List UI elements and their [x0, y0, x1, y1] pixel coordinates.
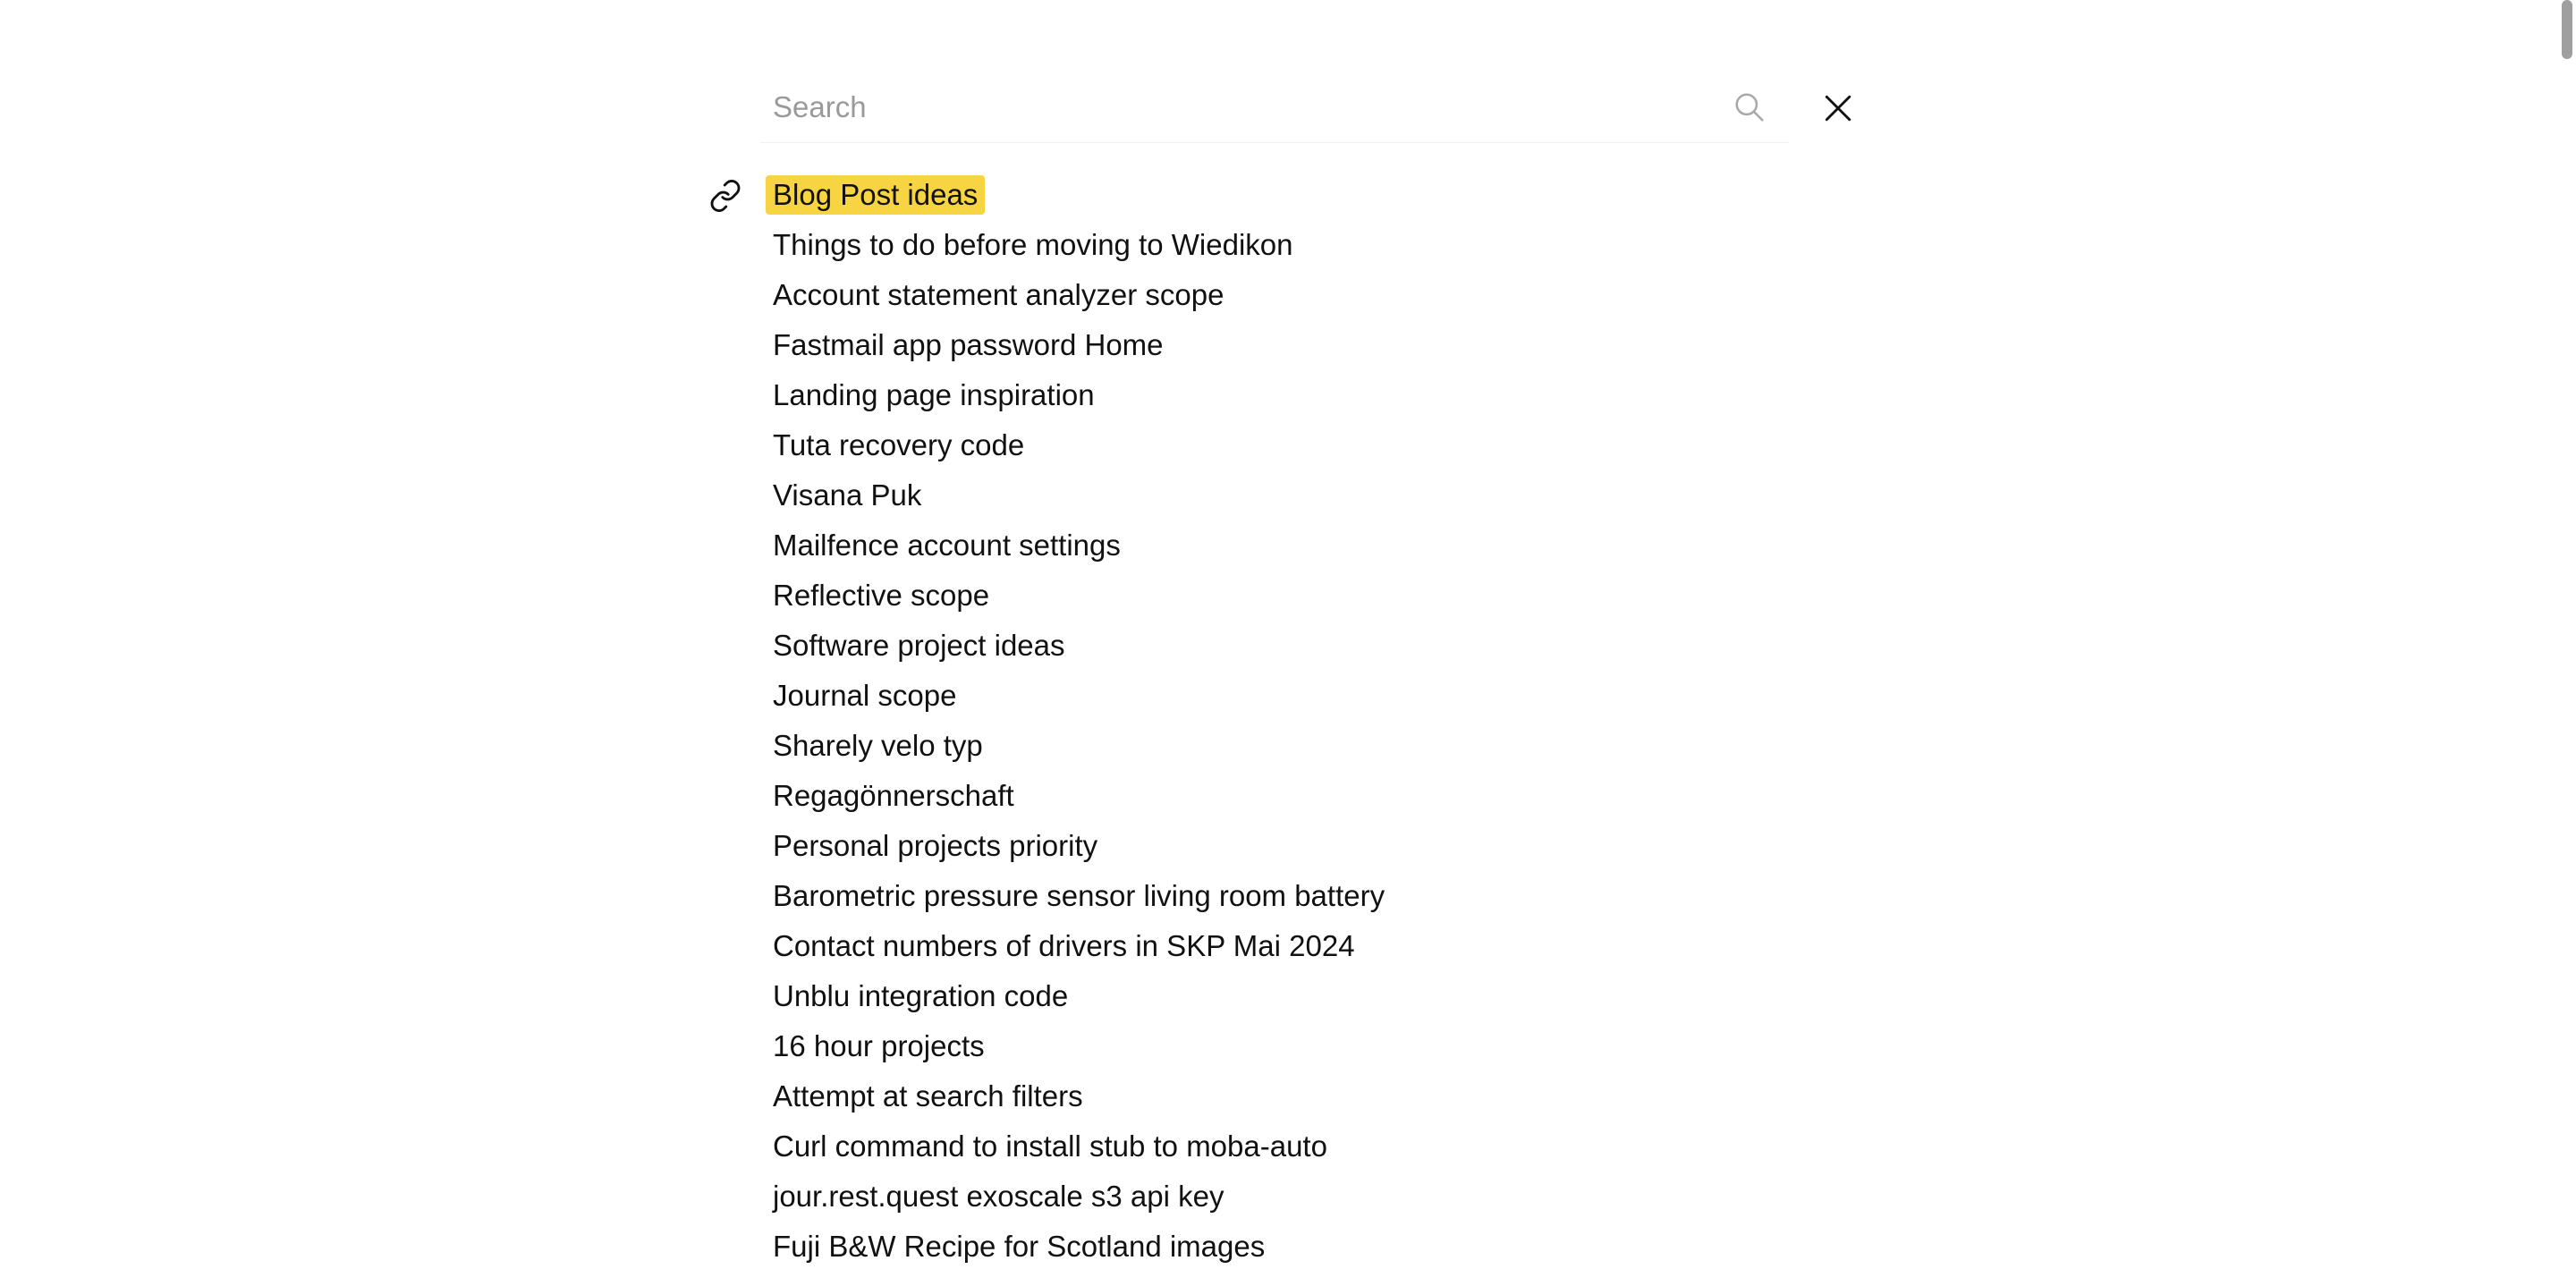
list-item-label: Personal projects priority	[773, 829, 1098, 862]
list-item-label: Visana Puk	[773, 478, 922, 512]
list-item-label: Regagönnerschaft	[773, 779, 1014, 812]
list-item[interactable]	[766, 771, 1928, 821]
search-icon[interactable]	[1730, 88, 1769, 127]
list-item-label: 16 hour projects	[773, 1029, 985, 1062]
list-item-label: Attempt at search filters	[773, 1079, 1083, 1113]
list-item[interactable]	[766, 320, 1928, 370]
list-item[interactable]	[766, 821, 1928, 871]
list-item-label: Sharely velo typ	[773, 729, 983, 762]
list-item[interactable]	[766, 370, 1928, 420]
list-item[interactable]	[766, 671, 1928, 721]
scrollbar-thumb[interactable]	[2562, 0, 2572, 59]
close-button[interactable]	[1816, 86, 1860, 131]
list-item-label: Things to do before moving to Wiedikon	[773, 228, 1293, 261]
list-item-label: Mailfence account settings	[773, 529, 1121, 562]
close-icon	[1823, 93, 1853, 123]
list-item-label: Curl command to install stub to moba-auto	[773, 1129, 1327, 1163]
list-item[interactable]	[766, 971, 1928, 1021]
search-bar	[760, 72, 1789, 143]
list-item-label: Blog Post ideas	[766, 175, 985, 215]
list-item[interactable]	[766, 520, 1928, 571]
list-item[interactable]	[766, 470, 1928, 520]
scrollbar[interactable]	[2555, 0, 2576, 1286]
list-item[interactable]	[766, 1121, 1928, 1172]
list-item[interactable]	[766, 420, 1928, 470]
list-item-label: Journal scope	[773, 679, 957, 712]
link-icon[interactable]	[707, 177, 744, 215]
note-list	[766, 170, 1928, 1272]
list-item[interactable]	[766, 220, 1928, 270]
list-item[interactable]	[766, 1222, 1928, 1272]
list-item-label: Barometric pressure sensor living room battery	[773, 879, 1385, 912]
list-item[interactable]	[766, 571, 1928, 621]
list-item-label: Reflective scope	[773, 579, 990, 612]
list-item-label: jour.rest.quest exoscale s3 api key	[773, 1180, 1224, 1213]
list-item-label: Software project ideas	[773, 629, 1065, 662]
list-item-label: Unblu integration code	[773, 979, 1069, 1012]
list-item[interactable]	[766, 1021, 1928, 1071]
list-item-label: Tuta recovery code	[773, 428, 1025, 461]
list-item-label: Account statement analyzer scope	[773, 278, 1224, 311]
list-item-label: Landing page inspiration	[773, 378, 1095, 411]
list-item[interactable]	[766, 621, 1928, 671]
list-item[interactable]	[766, 921, 1928, 971]
search-input[interactable]	[760, 76, 1730, 139]
list-item-label: Fuji B&W Recipe for Scotland images	[773, 1230, 1266, 1263]
list-item[interactable]	[766, 871, 1928, 921]
list-item-label: Contact numbers of drivers in SKP Mai 2024	[773, 929, 1355, 962]
list-item[interactable]	[766, 1071, 1928, 1121]
list-item[interactable]	[766, 270, 1928, 320]
list-item-label: Fastmail app password Home	[773, 328, 1164, 361]
list-item[interactable]	[766, 721, 1928, 771]
list-item-selected[interactable]	[766, 170, 1928, 220]
list-item[interactable]	[766, 1172, 1928, 1222]
